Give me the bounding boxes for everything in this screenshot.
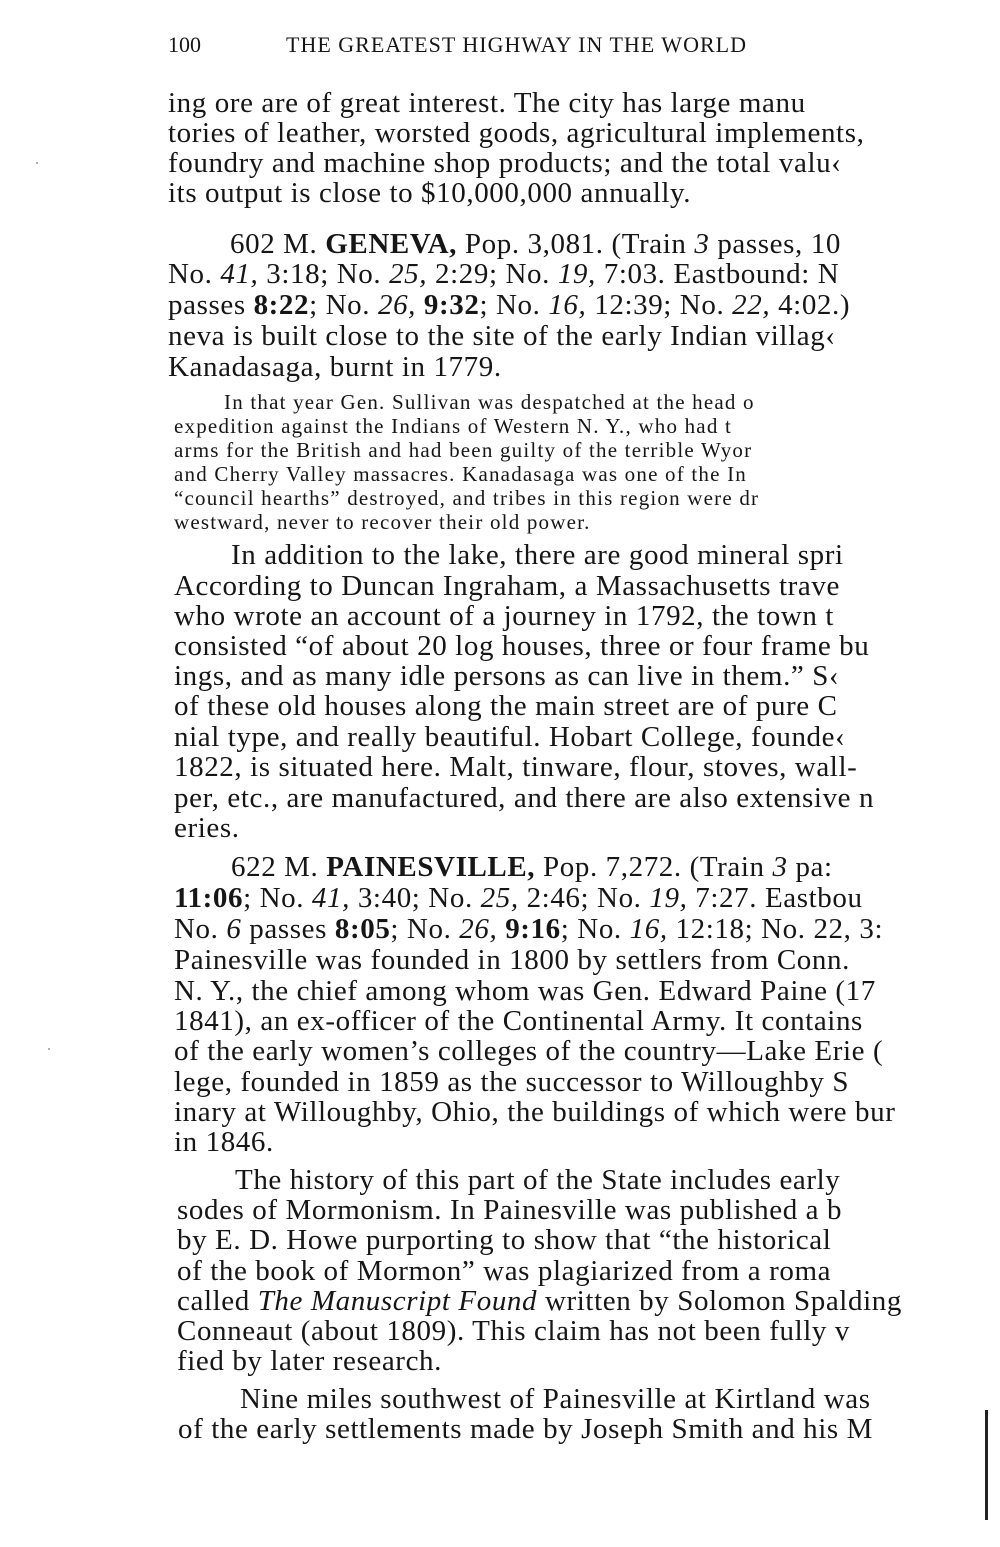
paper-speck (36, 162, 38, 164)
place-name-geneva: GENEVA, (325, 228, 458, 260)
page-header (168, 32, 1000, 64)
text-line: N. Y., the chief among whom was Gen. Edward Paine (17 (174, 975, 876, 1007)
text-line: who wrote an account of a journey in 1792, the town t (174, 600, 834, 632)
text-line: According to Duncan Ingraham, a Massachusetts trave (174, 570, 840, 602)
text-line: neva is built close to the site of the early Indian villag‹ (168, 320, 836, 352)
text-line: per, etc., are manufactured, and there are also extensive n (174, 782, 875, 814)
text-line: inary at Willoughby, Ohio, the buildings of which were bur (174, 1096, 896, 1128)
text-line: sodes of Mormonism. In Painesville was published a b (177, 1194, 843, 1226)
text-line: called The Manuscript Found written by Solomon Spalding (177, 1285, 902, 1317)
text-line: Painesville was founded in 1800 by settlers from Conn. (174, 944, 850, 976)
text-line: tories of leather, worsted goods, agricultural implements, (168, 117, 865, 149)
text-line: of these old houses along the main street are of pure C (174, 690, 838, 722)
note-line: arms for the British and had been guilty of the terrible Wyor (174, 438, 753, 462)
note-line: In that year Gen. Sullivan was despatched at the head o (224, 390, 755, 414)
note-line: “council hearths” destroyed, and tribes in this region were dr (174, 486, 760, 510)
geneva-heading-line: 602 M. GENEVA, Pop. 3,081. (Train 3 passes, 10 (230, 228, 841, 260)
text-line: 1822, is situated here. Malt, tinware, flour, stoves, wall- (174, 751, 858, 783)
text-line: of the early women’s colleges of the country—Lake Erie ( (174, 1035, 884, 1067)
text-line: 1841), an ex-officer of the Continental Army. It contains (174, 1005, 863, 1037)
note-line: expedition against the Indians of Western N. Y., who had t (174, 414, 733, 438)
page-number: 100 (168, 32, 201, 57)
train-schedule-line: No. 6 passes 8:05; No. 26, 9:16; No. 16, 12:18; No. 22, 3: (174, 913, 884, 945)
train-schedule-line: passes 8:22; No. 26, 9:32; No. 16, 12:39; No. 22, 4:02.) (168, 289, 851, 321)
text-line: ings, and as many idle persons as can live in them.” S‹ (174, 660, 840, 692)
text-line: its output is close to $10,000,000 annually. (168, 177, 692, 209)
text-line: lege, founded in 1859 as the successor to Willoughby S (174, 1066, 850, 1098)
train-schedule-line: No. 41, 3:18; No. 25, 2:29; No. 19, 7:03. Eastbound: N (168, 258, 840, 290)
text-line: in 1846. (174, 1126, 274, 1158)
text-line: of the book of Mormon” was plagiarized from a roma (177, 1255, 832, 1287)
text-line: nial type, and really beautiful. Hobart College, founde‹ (174, 721, 846, 753)
text-line: of the early settlements made by Joseph Smith and his M (178, 1413, 874, 1445)
train-schedule-line: 11:06; No. 41, 3:40; No. 25, 2:46; No. 19, 7:27. Eastbou (174, 882, 863, 914)
text-line: Kanadasaga, burnt in 1779. (168, 351, 502, 383)
painesville-heading-line: 622 M. PAINESVILLE, Pop. 7,272. (Train 3 pa: (231, 851, 833, 883)
text-line: The history of this part of the State includes early (235, 1164, 841, 1196)
text-line: fied by later research. (177, 1345, 442, 1377)
text-line: eries. (174, 812, 240, 844)
text-line: by E. D. Howe purporting to show that “the historical (177, 1224, 832, 1256)
text-line: Conneaut (about 1809). This claim has not been fully v (177, 1315, 850, 1347)
note-line: and Cherry Valley massacres. Kanadasaga was one of the In (174, 462, 747, 486)
text-line: consisted “of about 20 log houses, three or four frame bu (174, 630, 870, 662)
text-line: In addition to the lake, there are good mineral spri (231, 539, 844, 571)
running-title: THE GREATEST HIGHWAY IN THE WORLD (286, 32, 747, 57)
place-name-painesville: PAINESVILLE, (326, 851, 536, 883)
note-line: westward, never to recover their old power. (174, 510, 591, 534)
page-edge-shadow (985, 1410, 988, 1520)
book-title: The Manuscript Found (257, 1285, 538, 1317)
text-line: ing ore are of great interest. The city has large manu (168, 87, 806, 119)
paper-speck (48, 1048, 50, 1050)
text-line: Nine miles southwest of Painesville at Kirtland was (240, 1383, 871, 1415)
text-line: foundry and machine shop products; and the total valu‹ (168, 147, 842, 179)
